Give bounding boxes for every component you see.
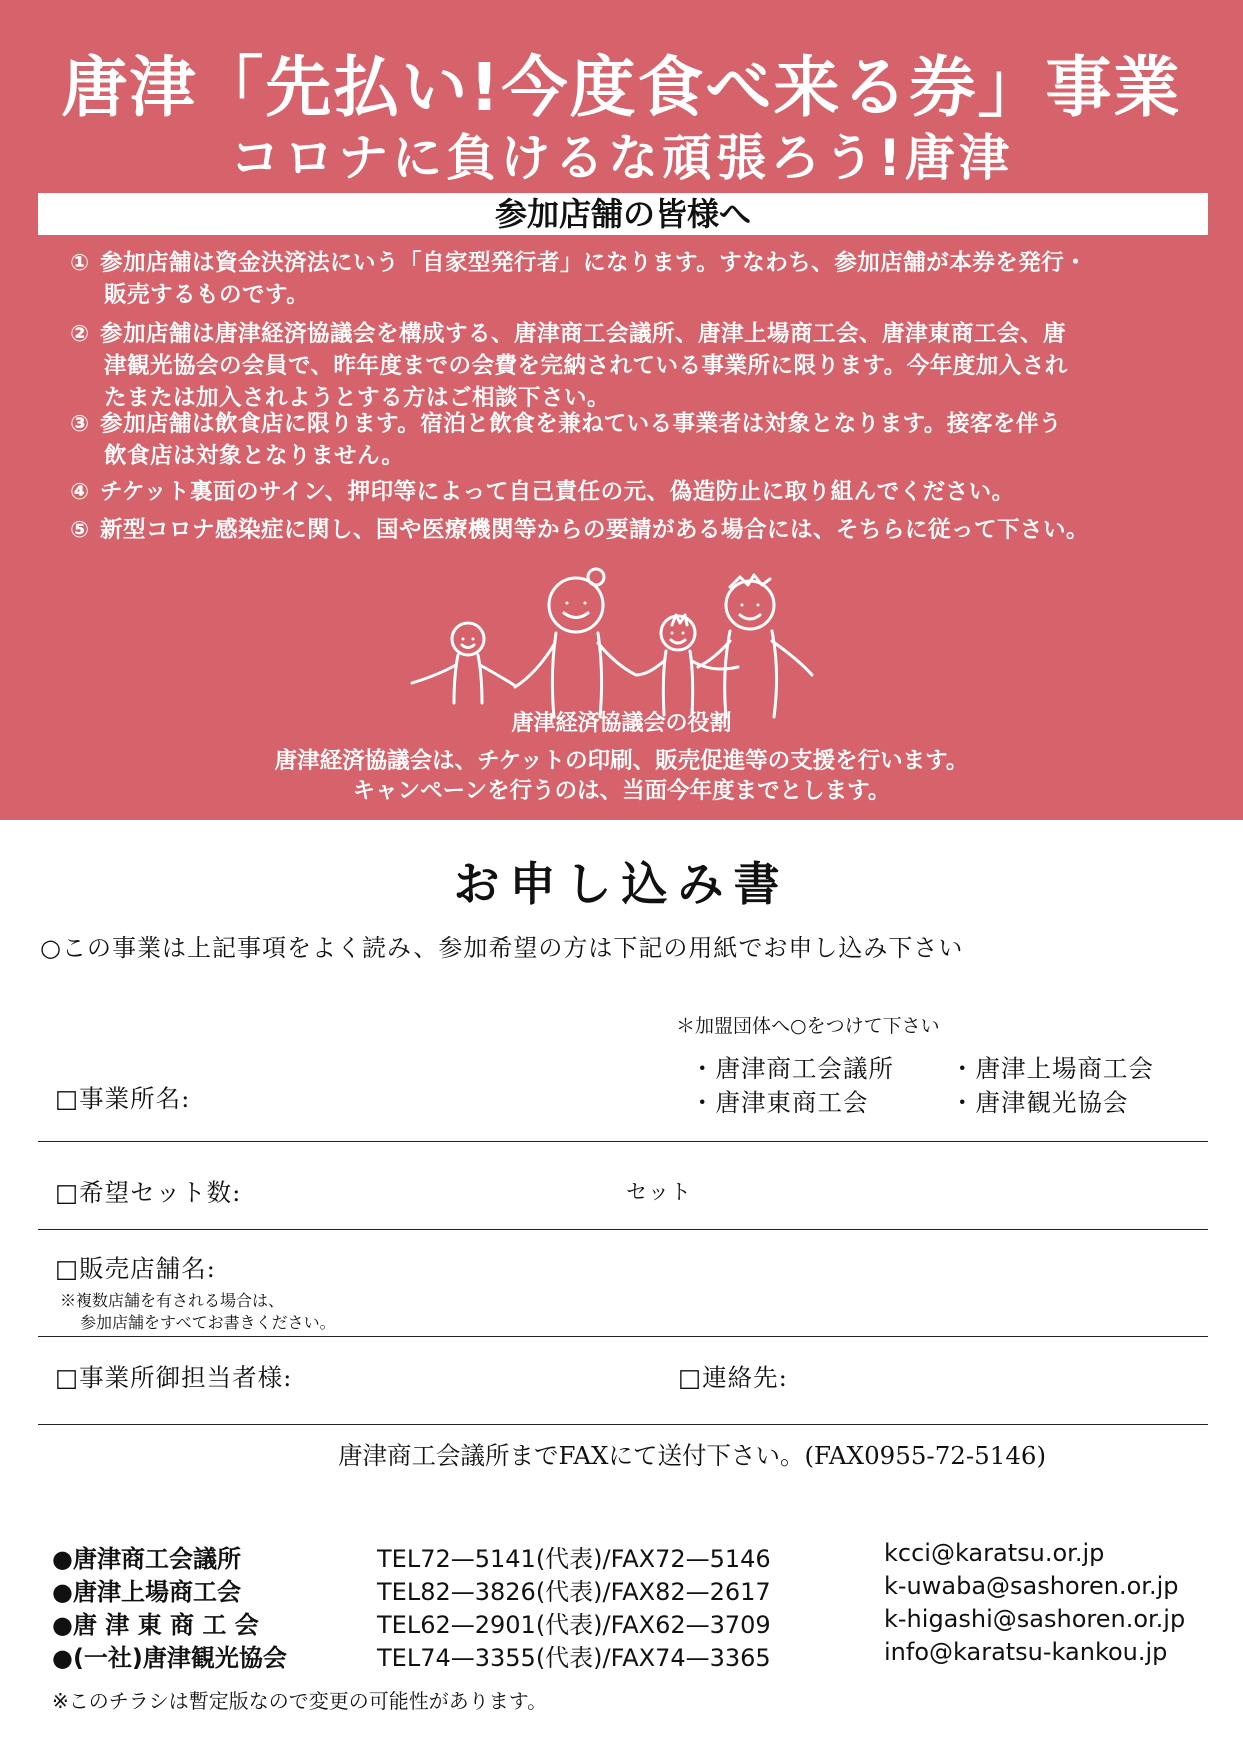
business-name-field[interactable]: □事業所名: bbox=[55, 1084, 191, 1113]
email-link[interactable]: kcci@karatsu.or.jp bbox=[884, 1539, 1105, 1567]
contact-person-field[interactable]: □事業所御担当者様: bbox=[55, 1363, 293, 1392]
org-option[interactable]: ・唐津観光協会 bbox=[950, 1088, 1129, 1117]
org-option[interactable]: ・唐津商工会議所 bbox=[690, 1054, 894, 1083]
family-illustration bbox=[400, 565, 850, 720]
org-option[interactable]: ・唐津上場商工会 bbox=[950, 1054, 1154, 1083]
email-link[interactable]: k-uwaba@sashoren.or.jp bbox=[884, 1572, 1179, 1600]
notice-item: ① 参加店舗は資金決済法にいう「自家型発行者」になります。すなわち、参加店舗が本券を発行・ 販売するものです。 bbox=[70, 250, 1088, 308]
contact-list bbox=[52, 1539, 1222, 1671]
divider bbox=[38, 1141, 1208, 1142]
set-unit: セット bbox=[626, 1180, 692, 1204]
notice-item: ② 参加店舗は唐津経済協議会を構成する、唐津商工会議所、唐津上場商工会、唐津東商工会、唐 津観光協会の会員で、昨年度までの会費を完納されている事業所に限ります。今年度加入され たまたは加入されようとする方はご相談下さい。 bbox=[70, 321, 1068, 411]
email-link[interactable]: k-higashi@sashoren.or.jp bbox=[884, 1605, 1186, 1633]
divider bbox=[38, 1424, 1208, 1425]
store-note: ※複数店舗を有される場合は、 参加店舗をすべてお書きください。 bbox=[60, 1291, 336, 1332]
set-count-field[interactable]: □希望セット数: bbox=[55, 1178, 242, 1207]
notice-item: ③ 参加店舗は飲食店に限ります。宿泊と飲食を兼ねている事業者は対象となります。接客を伴う 飲食店は対象となりません。 bbox=[70, 411, 1062, 469]
divider bbox=[38, 1336, 1208, 1337]
contact-field[interactable]: □連絡先: bbox=[678, 1363, 788, 1392]
store-name-field[interactable]: □販売店舗名: bbox=[55, 1254, 216, 1283]
footnote: ※このチラシは暫定版なので変更の可能性があります。 bbox=[52, 1689, 548, 1713]
flyer-title: 唐津「先払い!今度食べ来る券」事業 bbox=[61, 49, 1182, 126]
fax-instruction: 唐津商工会議所までFAXにて送付下さい。(FAX0955-72-5146) bbox=[338, 1441, 1047, 1470]
participants-banner: 参加店舗の皆様へ bbox=[38, 193, 1208, 235]
notice-item: ⑤ 新型コロナ感染症に関し、国や医療機関等からの要請がある場合には、そちらに従って下さい。 bbox=[70, 517, 1090, 543]
notice-item: ④ チケット裏面のサイン、押印等によって自己責任の元、偽造防止に取り組んでください。 bbox=[70, 479, 1015, 505]
member-note: ＊加盟団体へ○をつけて下さい bbox=[676, 1015, 940, 1037]
email-link[interactable]: info@karatsu-kankou.jp bbox=[884, 1638, 1168, 1666]
role-description: 唐津経済協議会は、チケットの印刷、販売促進等の支援を行います。 キャンペーンを行うのは、当面今年度までとします。 bbox=[274, 748, 969, 804]
form-title: お申し込み書 bbox=[453, 857, 790, 911]
contact-row: ●唐津商工会議所 TEL72—5141(代表)/FAX72—5146 kcci@karatsu.or.jp bbox=[52, 1539, 1105, 1573]
form-intro: ○この事業は上記事項をよく読み、参加希望の方は下記の用紙でお申し込み下さい bbox=[40, 934, 964, 962]
org-option[interactable]: ・唐津東商工会 bbox=[690, 1088, 869, 1117]
flyer-subtitle: コロナに負けるな頑張ろう!唐津 bbox=[230, 129, 1013, 187]
role-heading: 唐津経済協議会の役割 bbox=[511, 711, 732, 736]
contact-row: ●唐 津 東 商 工 会 TEL62—2901(代表)/FAX62—3709 k-higashi@sashoren.or.jp bbox=[52, 1605, 1186, 1639]
divider bbox=[38, 1229, 1208, 1230]
contact-row: ●唐津上場商工会 TEL82—3826(代表)/FAX82—2617 k-uwaba@sashoren.or.jp bbox=[52, 1572, 1179, 1606]
contact-row: ●(一社)唐津観光協会 TEL74—3355(代表)/FAX74—3365 info@karatsu-kankou.jp bbox=[52, 1638, 1168, 1672]
